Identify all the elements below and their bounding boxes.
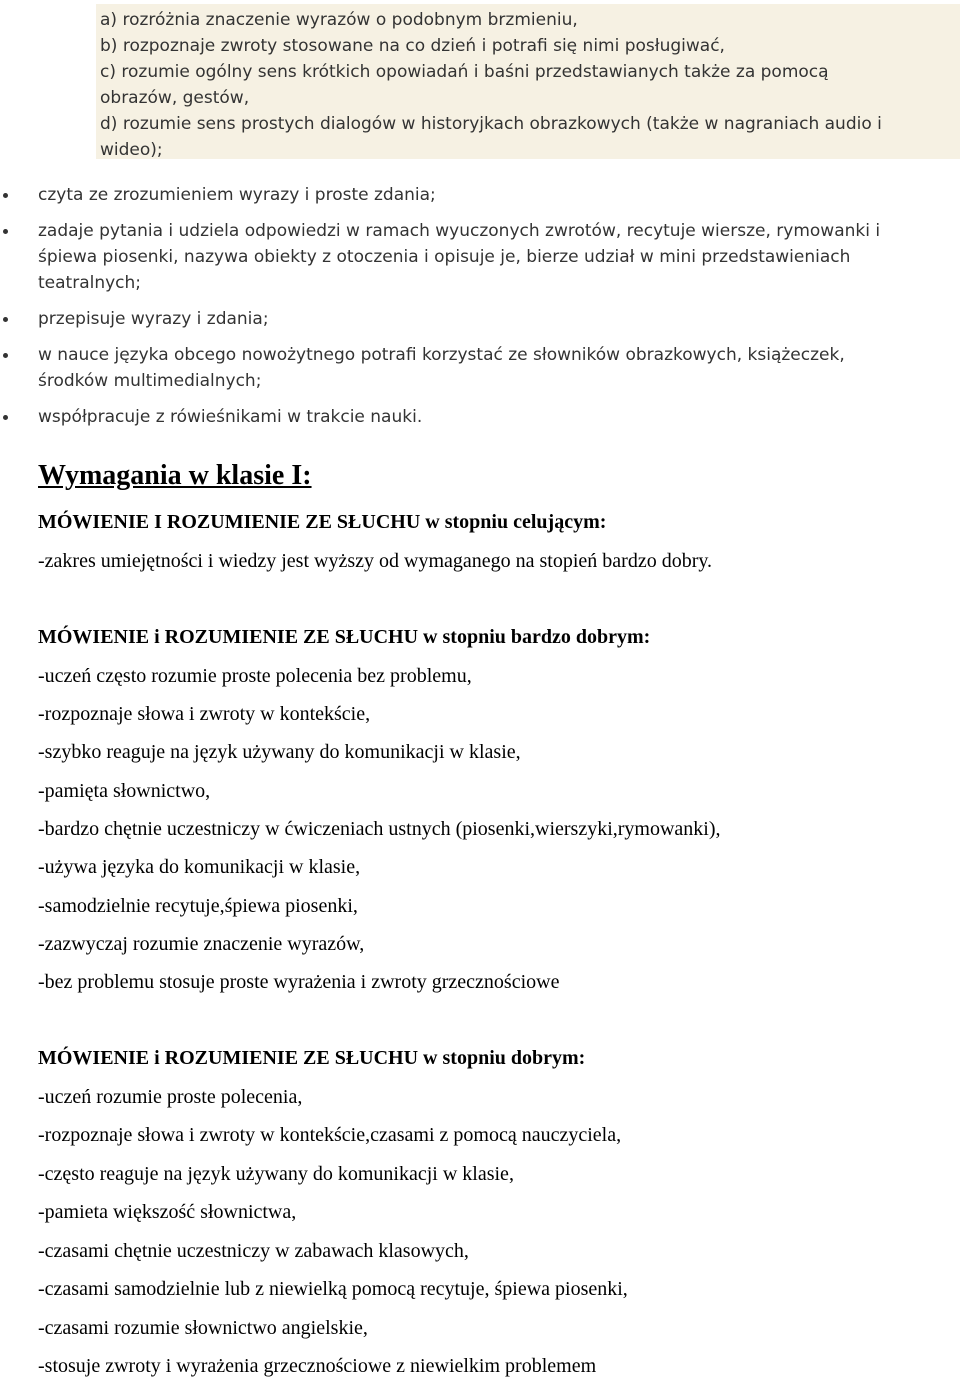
skills-bullet-list <box>0 182 960 430</box>
objective-line: wideo); <box>100 140 163 160</box>
requirement-line: -rozpoznaje słowa i zwroty w kontekście,czasami z pomocą nauczyciela, <box>38 1124 622 1146</box>
bullet-text: zadaje pytania i udziela odpowiedzi w ramach wyuczonych zwrotów, recytuje wiersze, rymowanki i śpiewa piosenki, nazywa obiekty z otoczenia i opisuje je, bierze udział w mini przedstawieniach teatralnych; <box>38 221 881 293</box>
bullet-dot-icon <box>3 317 8 322</box>
requirement-line: -rozpoznaje słowa i zwroty w kontekście, <box>38 703 371 725</box>
objective-line: c) rozumie ogólny sens krótkich opowiadań i baśni przedstawianych także za pomocą <box>100 62 829 82</box>
requirement-line: -często reaguje na język używany do komunikacji w klasie, <box>38 1163 514 1185</box>
bullet-text: współpracuje z rówieśnikami w trakcie nauki. <box>38 407 423 427</box>
requirement-line: -uczeń rozumie proste polecenia, <box>38 1086 303 1108</box>
requirement-line: -szybko reaguje na język używany do komunikacji w klasie, <box>38 741 521 763</box>
objective-line: obrazów, gestów, <box>100 88 250 108</box>
requirement-line: -czasami samodzielnie lub z niewielką pomocą recytuje, śpiewa piosenki, <box>38 1278 628 1300</box>
requirement-line: -stosuje zwroty i wyrażenia grzecznościowe z niewielkim problemem <box>38 1355 597 1377</box>
bullet-dot-icon <box>3 415 8 420</box>
requirement-line: -pamieta większość słownictwa, <box>38 1201 297 1223</box>
objective-line: d) rozumie sens prostych dialogów w historyjkach obrazkowych (także w nagraniach audio i <box>100 114 882 134</box>
requirement-line: -zakres umiejętności i wiedzy jest wyższy od wymaganego na stopień bardzo dobry. <box>38 550 713 572</box>
requirement-line: -pamięta słownictwo, <box>38 780 211 802</box>
requirement-line: -samodzielnie recytuje,śpiewa piosenki, <box>38 895 358 917</box>
bullet-dot-icon <box>3 353 8 358</box>
bullet-item <box>0 342 920 394</box>
requirement-line: -uczeń często rozumie proste polecenia bez problemu, <box>38 665 472 687</box>
section-heading: MÓWIENIE i ROZUMIENIE ZE SŁUCHU w stopniu dobrym: <box>38 1047 586 1069</box>
page-title: Wymagania w klasie I: <box>38 460 312 491</box>
bullet-text: przepisuje wyrazy i zdania; <box>38 309 269 329</box>
objective-line: b) rozpoznaje zwroty stosowane na co dzień i potrafi się nimi posługiwać, <box>100 36 725 56</box>
bullet-item <box>0 306 920 332</box>
bullet-item <box>0 218 920 296</box>
requirement-line: -czasami rozumie słownictwo angielskie, <box>38 1317 368 1339</box>
section-heading: MÓWIENIE i ROZUMIENIE ZE SŁUCHU w stopniu bardzo dobrym: <box>38 626 651 648</box>
bullet-dot-icon <box>3 193 8 198</box>
requirement-line: -czasami chętnie uczestniczy w zabawach klasowych, <box>38 1240 469 1262</box>
bullet-item <box>0 404 920 430</box>
requirement-line: -bez problemu stosuje proste wyrażenia i zwroty grzecznościowe <box>38 971 560 993</box>
requirement-line: -używa języka do komunikacji w klasie, <box>38 856 361 878</box>
bullet-item <box>0 182 920 208</box>
objective-line: a) rozróżnia znaczenie wyrazów o podobnym brzmieniu, <box>100 10 578 30</box>
bullet-dot-icon <box>3 229 8 234</box>
bullet-text: w nauce języka obcego nowożytnego potrafi korzystać ze słowników obrazkowych, książeczek, środków multimedialnych; <box>38 345 845 391</box>
requirement-line: -bardzo chętnie uczestniczy w ćwiczeniach ustnych (piosenki,wierszyki,rymowanki), <box>38 818 721 840</box>
requirement-line: -zazwyczaj rozumie znaczenie wyrazów, <box>38 933 365 955</box>
highlighted-objectives-box <box>96 4 960 159</box>
bullet-text: czyta ze zrozumieniem wyrazy i proste zdania; <box>38 185 436 205</box>
section-heading: MÓWIENIE I ROZUMIENIE ZE SŁUCHU w stopniu celującym: <box>38 511 607 533</box>
